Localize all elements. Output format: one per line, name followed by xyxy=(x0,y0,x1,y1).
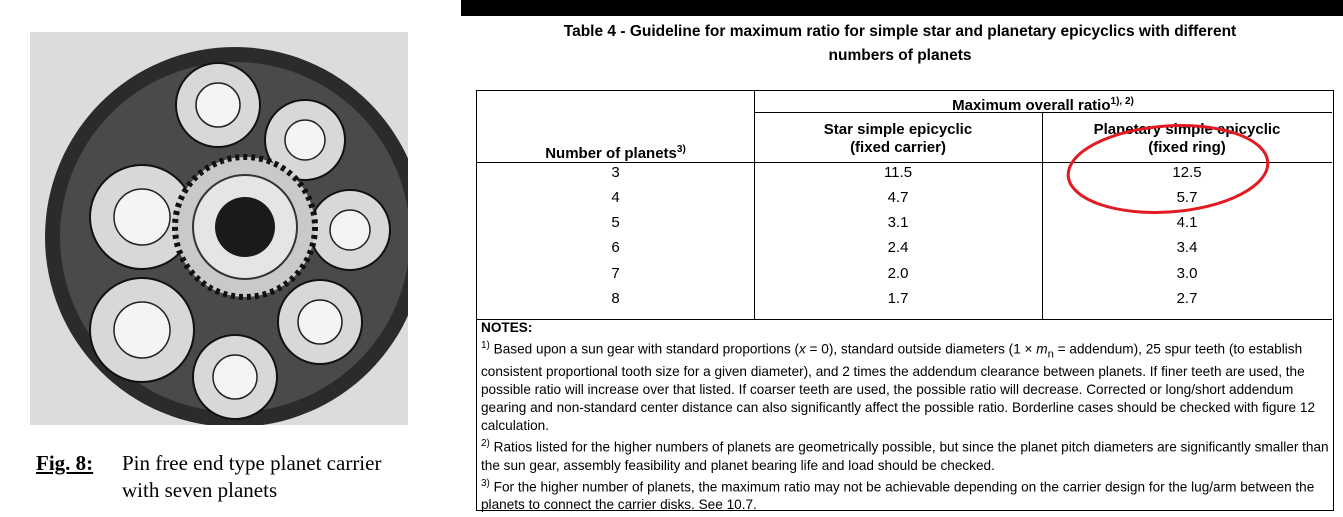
table-row-planetary: 3.0 xyxy=(1176,265,1198,282)
top-black-bar xyxy=(461,0,1343,16)
table-row-star: 2.4 xyxy=(887,239,909,256)
table-row-planets: 7 xyxy=(611,265,620,282)
red-ellipse-annotation xyxy=(1063,121,1273,217)
table-row-planets: 4 xyxy=(611,189,620,206)
caption-line-2: with seven planets xyxy=(122,478,278,502)
col-number-of-planets: Number of planets$^{3)}$ xyxy=(545,144,686,162)
table-row-star: 2.0 xyxy=(887,265,909,282)
figure-label: Fig. 8: xyxy=(36,451,94,475)
max-ratio-header: Maximum overall ratio$^{1), 2)}$ xyxy=(952,96,1134,114)
table-row-star: 3.1 xyxy=(887,214,909,231)
note-3: $^{3)}$ For the higher number of planets, the maximum ratio may not be achievable depending on the carrier design for the lug/arm between the planets to connect the carrier disks. See 10.7. xyxy=(481,477,1315,513)
table-row-planetary: 4.1 xyxy=(1176,214,1198,231)
planet-carrier-photo xyxy=(30,32,408,425)
table-notes xyxy=(481,319,1329,514)
table-title-line-2: numbers of planets xyxy=(828,47,972,64)
notes-heading: NOTES: xyxy=(481,320,533,335)
col-star-epicyclic: Star simple epicyclic (fixed carrier) xyxy=(823,121,973,156)
col-planetary-epicyclic: Planetary simple epicyclic (fixed ring) xyxy=(1093,121,1281,156)
table-row-star: 4.7 xyxy=(887,189,909,206)
table-row-planets: 8 xyxy=(611,290,620,307)
caption-line-1: Pin free end type planet carrier xyxy=(122,451,382,475)
table-row-planetary: 5.7 xyxy=(1176,189,1198,206)
table-row-star: 11.5 xyxy=(883,164,913,181)
table-row-planets: 5 xyxy=(611,214,620,231)
note-1: $^{1)}$ Based upon a sun gear with standard proportions (x = 0), standard outside diameters ($1 \times m_n$ = addendum), 25 spur teeth (to establish consistent proportional tooth size for a given diameter), and 2 times the addendum clearance between planets. If finer teeth are used, the possible ratio will increase over that listed. If coarser teeth are used, the possible ratio will decrease. Corrected or long/short addendum gearing and non-standard center distance can also significantly affect the possible ratio. Borderline cases should be checked with figure 12 calculation. xyxy=(481,340,1316,434)
table-row-planetary: 12.5 xyxy=(1172,164,1202,181)
table-row-star: 1.7 xyxy=(887,290,909,307)
table-row-planetary: 2.7 xyxy=(1176,290,1198,307)
table-row-planetary: 3.4 xyxy=(1176,239,1198,256)
note-2: $^{2)}$ Ratios listed for the higher numbers of planets are geometrically possible, but since the planet pitch diameters are significantly smaller than the sun gear, assembly feasibility and planet bearing life and load should be checked. xyxy=(481,438,1329,473)
table-row-planets: 6 xyxy=(611,239,620,256)
table-title-line-1: Table 4 - Guideline for maximum ratio for simple star and planetary epicyclics with different xyxy=(563,23,1237,40)
table-row-planets: 3 xyxy=(611,164,620,181)
